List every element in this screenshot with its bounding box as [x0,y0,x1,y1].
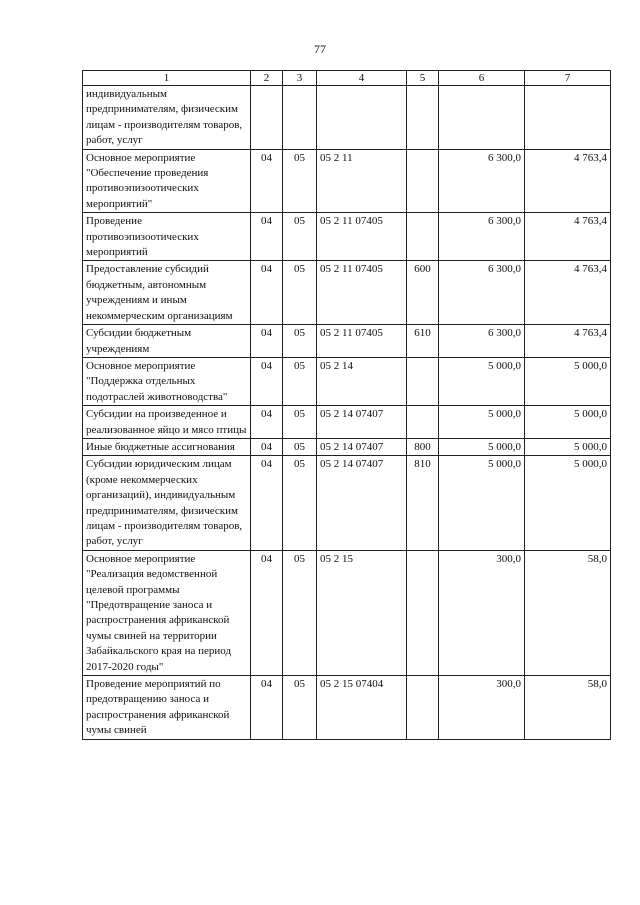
planned-amount-cell: 5 000,0 [439,406,525,439]
row-name-cell: Субсидии на произведенное и реализованное яйцо и мясо птицы [83,406,251,439]
expense-type-cell [407,357,439,405]
subsection-cell: 05 [283,438,317,455]
expense-type-cell [407,86,439,150]
header-cell: 4 [317,71,407,86]
executed-amount-cell: 4 763,4 [525,213,611,261]
executed-amount-cell [525,86,611,150]
table-row [83,357,611,405]
executed-amount-cell: 5 000,0 [525,456,611,550]
target-article-cell: 05 2 11 [317,149,407,213]
subsection-cell: 05 [283,261,317,325]
executed-amount-cell: 5 000,0 [525,438,611,455]
subsection-cell: 05 [283,149,317,213]
subsection-cell [283,86,317,150]
expense-type-cell [407,676,439,740]
target-article-cell: 05 2 15 07404 [317,676,407,740]
executed-amount-cell: 58,0 [525,676,611,740]
table-header-row [83,71,611,86]
row-name-cell: Основное мероприятие "Реализация ведомственной целевой программы "Предотвращение заноса и распространения африканской чумы свиней на территории Забайкальского края на период 2017-2020 годы" [83,550,251,675]
executed-amount-cell: 4 763,4 [525,149,611,213]
section-cell: 04 [251,149,283,213]
subsection-cell: 05 [283,406,317,439]
section-cell: 04 [251,261,283,325]
subsection-cell: 05 [283,676,317,740]
subsection-cell: 05 [283,213,317,261]
section-cell [251,86,283,150]
expense-type-cell [407,213,439,261]
row-name-cell: Субсидии юридическим лицам (кроме некоммерческих организаций), индивидуальным предпринимателям, физическим лицам - производителям товаров, работ, услуг [83,456,251,550]
expense-type-cell: 810 [407,456,439,550]
target-article-cell: 05 2 14 [317,357,407,405]
header-cell: 3 [283,71,317,86]
row-name-cell: Основное мероприятие "Поддержка отдельных подотраслей животноводства" [83,357,251,405]
target-article-cell [317,86,407,150]
planned-amount-cell: 6 300,0 [439,261,525,325]
target-article-cell: 05 2 11 07405 [317,325,407,358]
budget-table [82,70,611,740]
target-article-cell: 05 2 15 [317,550,407,675]
table-row [83,456,611,550]
header-cell: 6 [439,71,525,86]
table-body [83,86,611,740]
table-row [83,86,611,150]
table-row [83,550,611,675]
subsection-cell: 05 [283,325,317,358]
row-name-cell: Основное мероприятие "Обеспечение проведения противоэпизоотических мероприятий" [83,149,251,213]
table-row [83,406,611,439]
table-row [83,325,611,358]
executed-amount-cell: 58,0 [525,550,611,675]
row-name-cell: индивидуальным предпринимателям, физическим лицам - производителям товаров, работ, услуг [83,86,251,150]
executed-amount-cell: 5 000,0 [525,406,611,439]
table-row [83,438,611,455]
executed-amount-cell: 4 763,4 [525,261,611,325]
planned-amount-cell: 5 000,0 [439,456,525,550]
table-row [83,149,611,213]
section-cell: 04 [251,406,283,439]
planned-amount-cell: 6 300,0 [439,213,525,261]
row-name-cell: Предоставление субсидий бюджетным, автономным учреждениям и иным некоммерческим организациям [83,261,251,325]
row-name-cell: Субсидии бюджетным учреждениям [83,325,251,358]
row-name-cell: Иные бюджетные ассигнования [83,438,251,455]
row-name-cell: Проведение мероприятий по предотвращению заноса и распространения африканской чумы свиней [83,676,251,740]
expense-type-cell: 610 [407,325,439,358]
page-number: 77 [314,42,326,56]
header-cell: 5 [407,71,439,86]
subsection-cell: 05 [283,550,317,675]
expense-type-cell [407,550,439,675]
table-row [83,261,611,325]
subsection-cell: 05 [283,456,317,550]
header-cell: 7 [525,71,611,86]
planned-amount-cell: 300,0 [439,550,525,675]
table-row [83,676,611,740]
table-row [83,213,611,261]
expense-type-cell: 800 [407,438,439,455]
executed-amount-cell: 4 763,4 [525,325,611,358]
expense-type-cell [407,149,439,213]
header-cell: 1 [83,71,251,86]
subsection-cell: 05 [283,357,317,405]
target-article-cell: 05 2 11 07405 [317,261,407,325]
row-name-cell: Проведение противоэпизоотических мероприятий [83,213,251,261]
section-cell: 04 [251,456,283,550]
section-cell: 04 [251,325,283,358]
target-article-cell: 05 2 14 07407 [317,438,407,455]
planned-amount-cell: 6 300,0 [439,325,525,358]
planned-amount-cell: 5 000,0 [439,357,525,405]
planned-amount-cell: 5 000,0 [439,438,525,455]
header-cell: 2 [251,71,283,86]
section-cell: 04 [251,357,283,405]
target-article-cell: 05 2 14 07407 [317,456,407,550]
planned-amount-cell [439,86,525,150]
expense-type-cell: 600 [407,261,439,325]
planned-amount-cell: 300,0 [439,676,525,740]
section-cell: 04 [251,550,283,675]
section-cell: 04 [251,438,283,455]
expense-type-cell [407,406,439,439]
target-article-cell: 05 2 11 07405 [317,213,407,261]
section-cell: 04 [251,213,283,261]
executed-amount-cell: 5 000,0 [525,357,611,405]
target-article-cell: 05 2 14 07407 [317,406,407,439]
planned-amount-cell: 6 300,0 [439,149,525,213]
section-cell: 04 [251,676,283,740]
